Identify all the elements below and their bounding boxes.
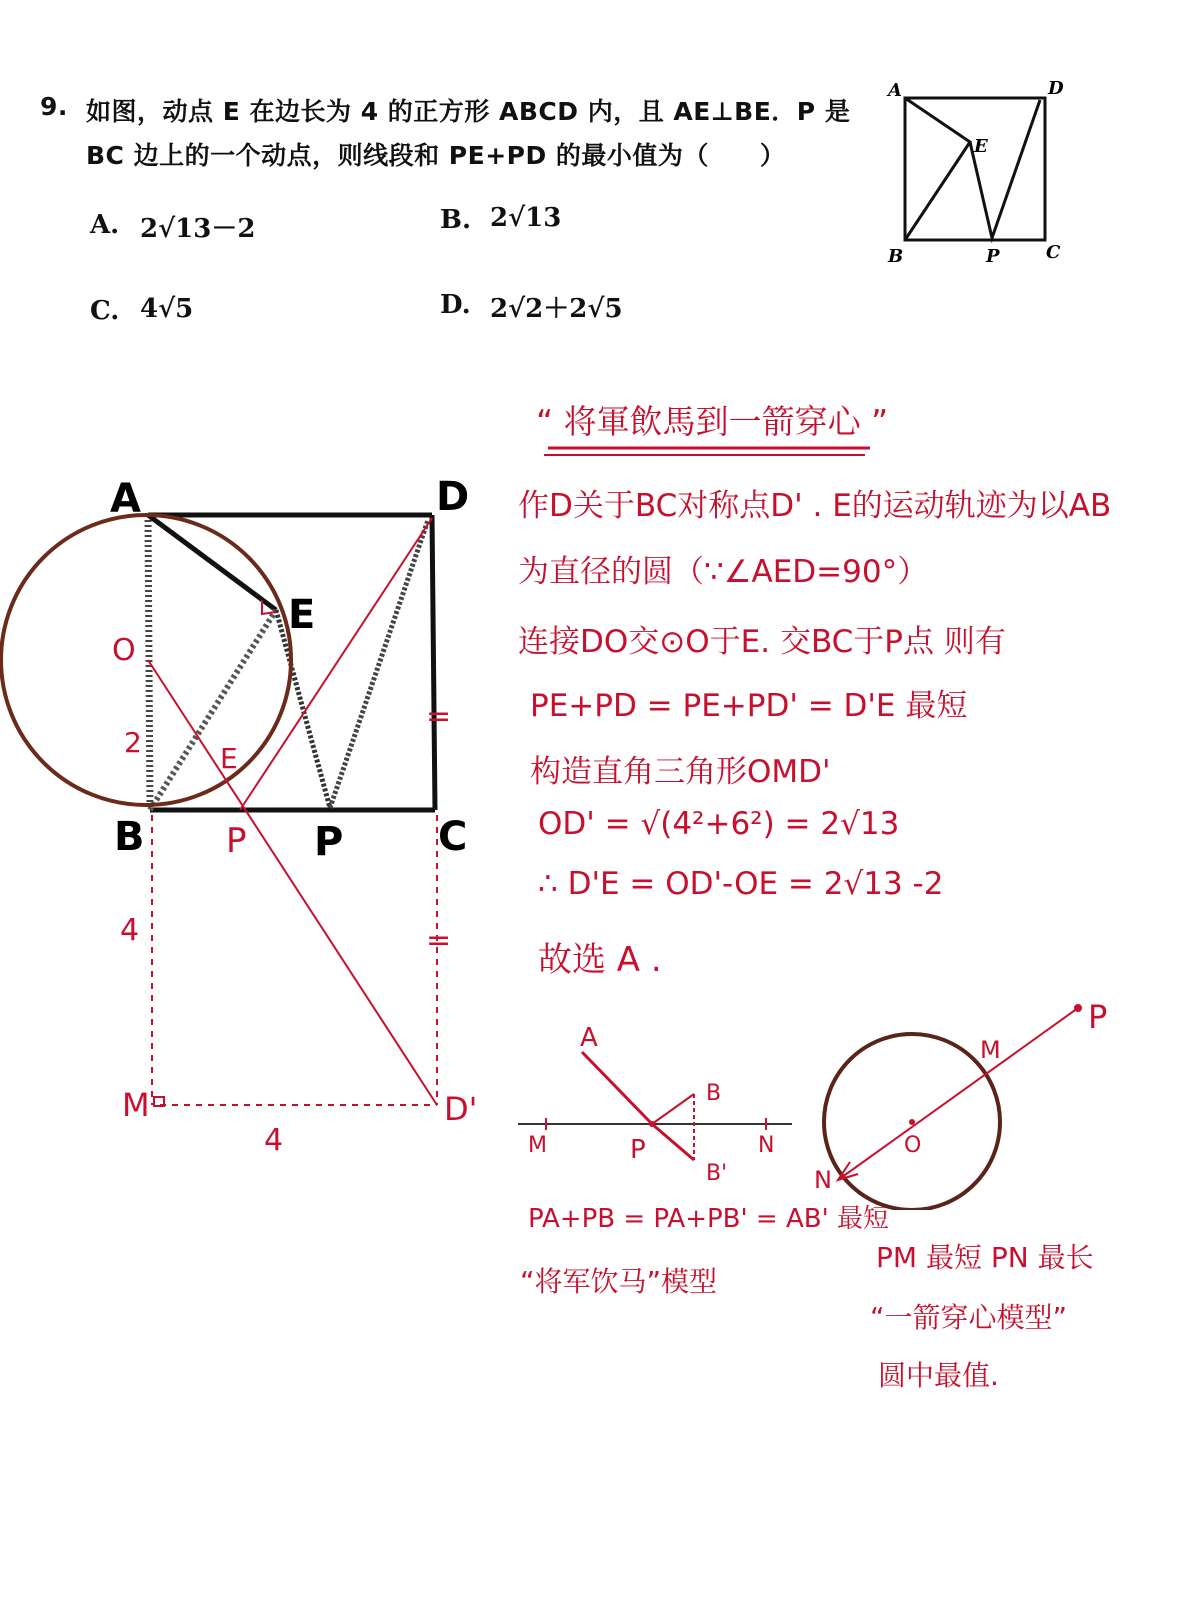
solution-line-3: 连接DO交⊙O于E. 交BC于P点 则有 [518,624,1006,660]
option-b-key: B. [440,205,472,235]
circle-label-n: N [814,1166,832,1194]
label-d-prime: D' [444,1090,478,1128]
small-label-d: D [1048,78,1064,99]
option-d-key: D. [440,290,471,320]
option-c-key: C. [90,296,120,326]
solution-line-2: 为直径的圆（∵∠AED=90°） [518,554,929,590]
label-c: C [438,814,468,860]
solution-line-1: 作D关于BC对称点D' . E的运动轨迹为以AB [518,488,1112,524]
option-a-text: 2√13－2 [140,214,256,244]
solution-line-6: OD' = √(4²+6²) = 2√13 [538,806,900,842]
label-e-black: E [288,592,316,638]
label-m: M [122,1086,150,1124]
general-note-2: “将军饮马”模型 [520,1265,718,1298]
solution-line-4: PE+PD = PE+PD' = D'E 最短 [530,688,968,724]
general-label-p: P [630,1135,646,1165]
label-a: A [110,476,141,522]
small-square-figure [880,70,1080,270]
option-d-text: 2√2＋2√5 [490,294,623,324]
label-d: D [436,474,470,520]
general-label-n: N [758,1133,775,1158]
general-label-a: A [580,1023,598,1053]
circle-label-p: P [1088,998,1108,1036]
circle-model-figure [800,990,1140,1210]
option-c-text: 4√5 [140,294,194,324]
label-p-red: P [226,821,247,861]
solution-line-8: 故选 A . [538,940,662,980]
small-label-e: E [974,136,988,157]
small-label-c: C [1046,242,1061,263]
circle-label-o: O [904,1133,922,1158]
general-label-m: M [528,1133,547,1158]
small-label-p: P [986,246,1000,267]
circle-label-m: M [980,1036,1001,1064]
option-a-key: A. [90,210,120,240]
solution-title: “ 将軍飲馬到一箭穿心 ” [536,402,889,441]
label-seg-ob: 2 [124,726,142,759]
solution-line-7: ∴ D'E = OD'-OE = 2√13 -2 [538,866,944,902]
label-e-red: E [220,742,238,775]
circle-note-2: “一箭穿心模型” [870,1301,1068,1334]
label-b: B [114,814,145,860]
label-seg-md: 4 [264,1123,284,1158]
question-line-2: BC 边上的一个动点，则线段和 PE+PD 的最小值为（ ） [86,141,786,170]
question-number: 9. [40,92,68,121]
label-seg-bm: 4 [120,913,140,948]
solution-line-5: 构造直角三角形OMD' [530,754,831,790]
equal-mark-1: = [426,699,452,734]
general-label-b-prime: B' [706,1161,728,1186]
general-label-b: B [706,1081,722,1106]
general-model-figure [510,1010,810,1200]
main-figure [0,470,520,1170]
general-note-1: PA+PB = PA+PB' = AB' 最短 [528,1204,890,1234]
small-label-a: A [888,80,902,101]
circle-note-3: 圆中最值. [878,1359,999,1392]
equal-mark-2: = [426,923,452,958]
label-o: O [112,633,136,668]
option-b-text: 2√13 [490,203,562,233]
question-line-1: 如图，动点 E 在边长为 4 的正方形 ABCD 内，且 AE⊥BE．P 是 [86,97,851,126]
circle-note-1: PM 最短 PN 最长 [876,1241,1094,1274]
small-label-b: B [888,246,904,267]
title-underline [540,442,880,462]
label-p-black: P [314,819,344,865]
